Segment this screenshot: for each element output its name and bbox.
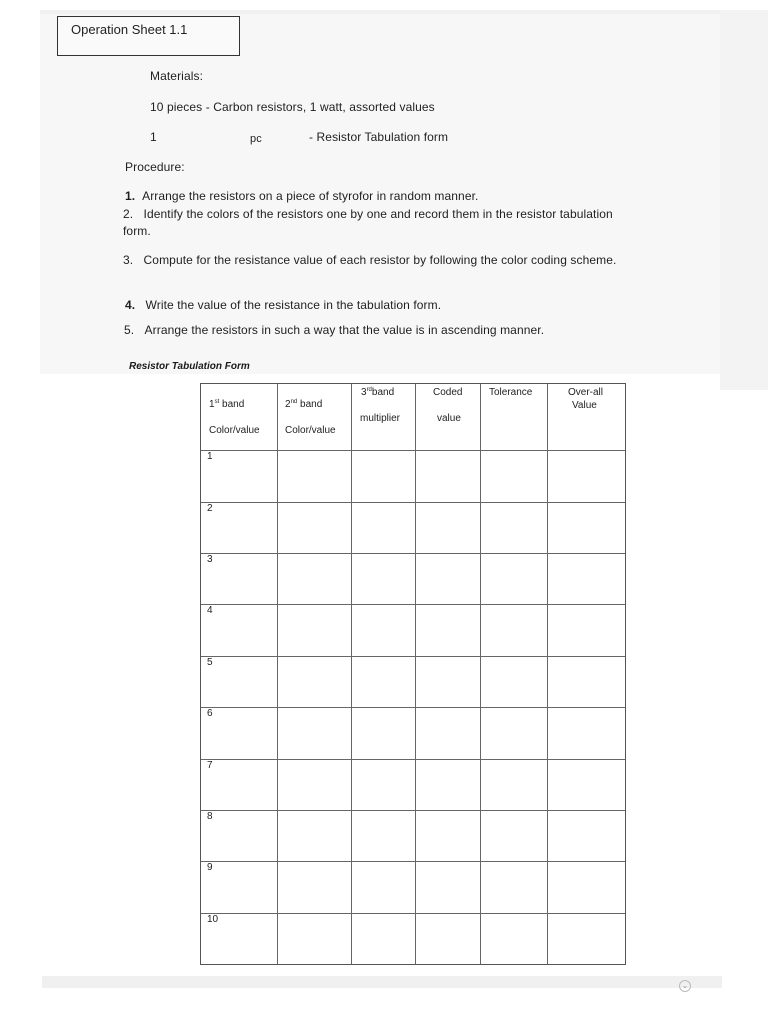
operation-sheet-title: Operation Sheet 1.1 xyxy=(71,22,188,37)
materials-item-1: 10 pieces - Carbon resistors, 1 watt, assorted values xyxy=(150,100,435,114)
row-number: 7 xyxy=(207,760,213,771)
procedure-heading: Procedure: xyxy=(125,160,185,174)
table-row-divider xyxy=(201,707,625,708)
step-number: 3. xyxy=(123,253,134,267)
step-text: Write the value of the resistance in the tabulation form. xyxy=(145,298,442,312)
row-number: 5 xyxy=(207,657,213,668)
procedure-step-3 xyxy=(123,252,653,269)
procedure-step-5 xyxy=(124,323,544,337)
step-text: Compute for the resistance value of each resistor by following the color coding scheme. xyxy=(143,253,617,267)
header-text: band xyxy=(297,399,323,410)
table-row-divider xyxy=(201,759,625,760)
step-text: Arrange the resistors in such a way that the value is in ascending manner. xyxy=(144,323,545,337)
header-text: 3 xyxy=(361,387,367,398)
resistor-tabulation-table xyxy=(200,383,626,965)
header-coded-value: value xyxy=(437,413,461,424)
header-text: 2 xyxy=(285,399,291,410)
scan-right-edge xyxy=(720,10,768,390)
table-row-divider xyxy=(201,656,625,657)
materials-item-2-qty: 1 xyxy=(150,130,157,144)
header-superscript: rd xyxy=(366,387,372,393)
row-number: 9 xyxy=(207,862,213,873)
table-row-divider xyxy=(201,861,625,862)
operation-sheet-box xyxy=(57,16,240,56)
header-coded: Coded xyxy=(433,387,463,398)
materials-item-2-desc: - Resistor Tabulation form xyxy=(309,130,449,144)
header-2nd-band-sub: Color/value xyxy=(285,425,336,436)
table-row-divider xyxy=(201,553,625,554)
header-text: band xyxy=(219,399,245,410)
materials-heading: Materials: xyxy=(150,69,204,83)
procedure-step-2 xyxy=(123,206,643,240)
table-column-divider xyxy=(277,384,278,964)
table-column-divider xyxy=(480,384,481,964)
table-column-divider xyxy=(351,384,352,964)
form-title: Resistor Tabulation Form xyxy=(129,361,250,372)
header-1st-band-sub: Color/value xyxy=(209,425,260,436)
header-2nd-band xyxy=(285,399,322,411)
row-number: 2 xyxy=(207,503,213,514)
row-number: 1 xyxy=(207,451,213,462)
table-row-divider xyxy=(201,913,625,914)
table-row-divider xyxy=(201,450,625,451)
header-text: 1 xyxy=(209,399,215,410)
header-superscript: st xyxy=(214,399,220,405)
table-row-divider xyxy=(201,810,625,811)
header-overall: Over-all xyxy=(568,387,604,398)
table-row-divider xyxy=(201,604,625,605)
step-number: 4. xyxy=(125,298,136,312)
step-number: 5. xyxy=(124,323,135,337)
procedure-step-1 xyxy=(125,189,478,203)
header-3rd-band-sub: multiplier xyxy=(360,413,401,424)
table-row-divider xyxy=(201,502,625,503)
row-number: 3 xyxy=(207,554,213,565)
header-superscript: nd xyxy=(290,399,298,405)
step-number: 1. xyxy=(125,189,136,203)
step-text: Identify the colors of the resistors one by one and record them in the resistor tabulation form. xyxy=(123,207,613,238)
procedure-step-4 xyxy=(125,298,441,312)
row-number: 8 xyxy=(207,811,213,822)
step-text: Arrange the resistors on a piece of styrofor in random manner. xyxy=(142,189,479,203)
row-number: 4 xyxy=(207,605,213,616)
row-number: 6 xyxy=(207,708,213,719)
materials-item-2-unit: pc xyxy=(250,133,262,145)
chevron-down-icon[interactable]: ⌄ xyxy=(679,980,691,992)
header-tolerance: Tolerance xyxy=(489,387,533,398)
row-number: 10 xyxy=(207,914,219,925)
table-column-divider xyxy=(415,384,416,964)
header-overall-value: Value xyxy=(572,400,597,411)
header-3rd-band xyxy=(361,387,394,399)
page-footer-bar xyxy=(42,976,722,988)
step-number: 2. xyxy=(123,207,134,221)
header-1st-band xyxy=(209,399,244,411)
header-text: band xyxy=(371,387,395,398)
table-column-divider xyxy=(547,384,548,964)
scan-top-edge xyxy=(40,10,740,14)
